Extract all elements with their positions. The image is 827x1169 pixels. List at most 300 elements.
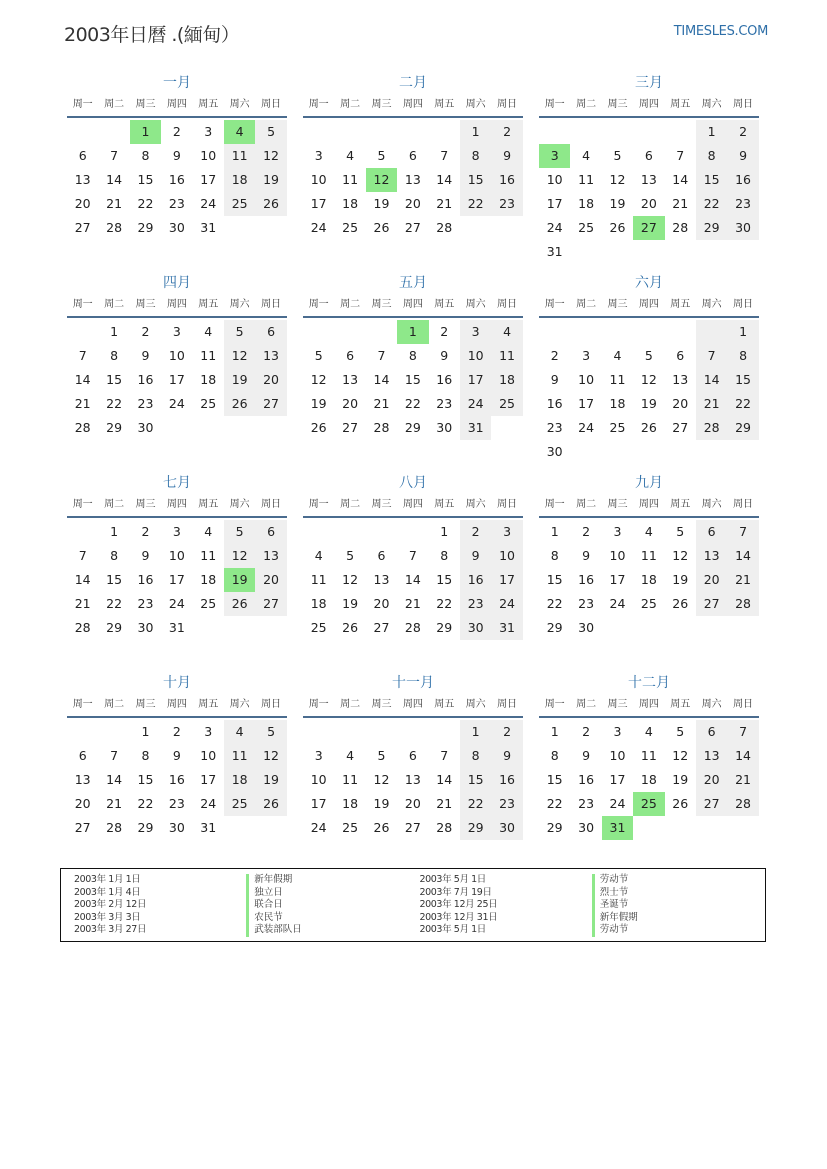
day-cell: 22: [546, 596, 563, 611]
day-cell: 9: [460, 544, 491, 568]
holiday-day-cell: 19: [224, 568, 255, 592]
day-cell: 15: [696, 168, 727, 192]
day-cell: 8: [460, 144, 491, 168]
day-cell: 2: [491, 120, 522, 144]
day-cell: 30: [168, 220, 185, 235]
day-cell: 22: [546, 796, 563, 811]
day-cell: 6: [696, 520, 727, 544]
blank-cell: [98, 720, 129, 744]
day-cell: 28: [404, 620, 421, 635]
weekday-label: 周五: [198, 299, 219, 310]
day-cell: 22: [106, 596, 123, 611]
day-cell: 12: [255, 744, 286, 768]
blank-cell: [334, 520, 365, 544]
day-cell: 30: [491, 816, 522, 840]
weekday-label: 周三: [371, 699, 392, 710]
weekday-label: 周四: [166, 499, 187, 510]
day-cell: 1: [550, 524, 559, 539]
day-cell: 29: [404, 420, 421, 435]
day-cell: 20: [255, 368, 286, 392]
legend-holiday-name: 烈士节: [592, 887, 765, 900]
blank-cell: [334, 320, 365, 344]
blank-cell: [303, 320, 334, 344]
month-title: 八月: [399, 475, 427, 491]
legend-holiday-name: 劳动节: [592, 874, 765, 887]
day-cell: 26: [609, 220, 626, 235]
day-cell: 25: [491, 392, 522, 416]
weekday-label: 周四: [402, 499, 423, 510]
weekday-label: 周三: [135, 499, 156, 510]
blank-cell: [539, 120, 570, 144]
day-cell: 29: [546, 820, 563, 835]
day-cell: 27: [672, 420, 689, 435]
weekday-label: 周日: [261, 699, 282, 710]
month-title: 六月: [635, 275, 663, 291]
day-cell: 3: [613, 524, 622, 539]
day-cell: 28: [106, 220, 123, 235]
day-cell: 10: [578, 372, 595, 387]
day-cell: 24: [609, 796, 626, 811]
day-cell: 16: [491, 768, 522, 792]
day-cell: 9: [172, 148, 181, 163]
day-cell: 13: [404, 772, 421, 787]
weekday-label: 周四: [166, 299, 187, 310]
weekday-label: 周六: [701, 499, 722, 510]
day-cell: 5: [644, 348, 653, 363]
blank-cell: [366, 320, 397, 344]
day-cell: 17: [609, 772, 626, 787]
weekday-label: 周一: [308, 699, 329, 710]
day-cell: 18: [640, 772, 657, 787]
day-cell: 16: [168, 172, 185, 187]
day-cell: 23: [491, 792, 522, 816]
legend-date: 2003年 3月 3日: [74, 911, 141, 923]
day-cell: 7: [408, 548, 417, 563]
day-cell: 26: [224, 592, 255, 616]
blank-cell: [397, 120, 428, 144]
day-cell: 7: [78, 348, 87, 363]
day-cell: 2: [460, 520, 491, 544]
day-cell: 29: [460, 816, 491, 840]
day-cell: 15: [460, 768, 491, 792]
day-cell: 3: [582, 348, 591, 363]
blank-cell: [539, 320, 570, 344]
weekday-label: 周二: [104, 699, 125, 710]
day-cell: 2: [141, 524, 150, 539]
weekday-label: 周三: [135, 299, 156, 310]
blank-cell: [570, 320, 601, 344]
month-title: 五月: [399, 275, 427, 291]
weekday-label: 周三: [371, 299, 392, 310]
day-cell: 27: [373, 620, 390, 635]
month-title: 四月: [163, 275, 191, 291]
day-cell: 1: [460, 120, 491, 144]
days-grid: [539, 720, 759, 840]
day-cell: 27: [74, 220, 91, 235]
day-cell: 31: [546, 244, 563, 259]
blank-cell: [602, 320, 633, 344]
blank-cell: [366, 120, 397, 144]
day-cell: 16: [578, 572, 595, 587]
day-cell: 28: [672, 220, 689, 235]
day-cell: 21: [436, 196, 453, 211]
holiday-day-cell: 12: [366, 168, 397, 192]
day-cell: 12: [310, 372, 327, 387]
day-cell: 5: [676, 524, 685, 539]
day-cell: 7: [440, 148, 449, 163]
day-cell: 26: [373, 220, 390, 235]
day-cell: 27: [404, 820, 421, 835]
day-cell: 14: [74, 572, 91, 587]
day-cell: 13: [373, 572, 390, 587]
day-cell: 3: [314, 748, 323, 763]
day-cell: 3: [172, 524, 181, 539]
day-cell: 2: [582, 724, 591, 739]
day-cell: 17: [609, 572, 626, 587]
weekday-label: 周二: [104, 99, 125, 110]
day-cell: 14: [404, 572, 421, 587]
day-cell: 7: [110, 748, 119, 763]
day-cell: 6: [408, 748, 417, 763]
day-cell: 23: [168, 196, 185, 211]
day-cell: 8: [460, 744, 491, 768]
day-cell: 2: [141, 324, 150, 339]
day-cell: 6: [676, 348, 685, 363]
day-cell: 2: [172, 724, 181, 739]
day-cell: 9: [491, 144, 522, 168]
day-cell: 21: [106, 796, 123, 811]
weekday-label: 周五: [434, 99, 455, 110]
day-cell: 17: [200, 772, 217, 787]
day-cell: 17: [460, 368, 491, 392]
day-cell: 23: [727, 192, 758, 216]
day-cell: 10: [460, 344, 491, 368]
day-cell: 28: [106, 820, 123, 835]
day-cell: 17: [168, 372, 185, 387]
day-cell: 7: [110, 148, 119, 163]
weekday-label: 周五: [670, 699, 691, 710]
blank-cell: [67, 320, 98, 344]
weekday-label: 周三: [607, 499, 628, 510]
day-cell: 13: [696, 544, 727, 568]
day-cell: 1: [110, 524, 119, 539]
day-cell: 16: [436, 372, 453, 387]
month-calendar: [303, 272, 523, 472]
days-grid: [539, 120, 759, 264]
day-cell: 27: [342, 420, 359, 435]
day-cell: 25: [578, 220, 595, 235]
day-cell: 17: [168, 572, 185, 587]
day-cell: 12: [640, 372, 657, 387]
day-cell: 19: [224, 368, 255, 392]
legend-date: 2003年 1月 4日: [74, 886, 141, 898]
legend-date: 2003年 7月 19日: [419, 886, 492, 898]
day-cell: 23: [578, 596, 595, 611]
day-cell: 26: [672, 796, 689, 811]
legend-date: 2003年 5月 1日: [419, 924, 486, 935]
day-cell: 2: [440, 324, 449, 339]
legend-holiday-name: 独立日: [246, 887, 419, 900]
day-cell: 24: [200, 796, 217, 811]
day-cell: 1: [696, 120, 727, 144]
day-cell: 13: [342, 372, 359, 387]
day-cell: 15: [546, 772, 563, 787]
weekday-label: 周六: [229, 299, 250, 310]
weekday-label: 周日: [497, 699, 518, 710]
day-cell: 26: [255, 792, 286, 816]
weekday-label: 周日: [261, 99, 282, 110]
day-cell: 28: [696, 416, 727, 440]
day-cell: 17: [491, 568, 522, 592]
day-cell: 26: [342, 620, 359, 635]
weekday-label: 周三: [371, 499, 392, 510]
weekday-label: 周一: [308, 299, 329, 310]
day-cell: 1: [550, 724, 559, 739]
blank-cell: [696, 320, 727, 344]
day-cell: 22: [460, 192, 491, 216]
day-cell: 27: [74, 820, 91, 835]
month-calendar: [67, 472, 287, 672]
day-cell: 25: [640, 596, 657, 611]
day-cell: 8: [440, 548, 449, 563]
month-calendar: [539, 472, 759, 672]
day-cell: 14: [106, 772, 123, 787]
weekday-label: 周六: [229, 99, 250, 110]
legend-holiday-name: 联合日: [246, 899, 419, 912]
weekday-label: 周一: [308, 99, 329, 110]
blank-cell: [397, 720, 428, 744]
day-cell: 4: [644, 724, 653, 739]
page-title: 2003年日曆 .(緬甸）: [64, 24, 240, 46]
day-cell: 19: [373, 196, 390, 211]
day-cell: 6: [255, 520, 286, 544]
day-cell: 7: [78, 548, 87, 563]
day-cell: 5: [346, 548, 355, 563]
day-cell: 18: [342, 796, 359, 811]
day-cell: 22: [137, 196, 154, 211]
day-cell: 23: [137, 596, 154, 611]
blank-cell: [67, 720, 98, 744]
site-name[interactable]: TIMESLES.COM: [673, 24, 768, 39]
day-cell: 1: [141, 724, 150, 739]
weekday-label: 周二: [576, 299, 597, 310]
day-cell: 21: [696, 392, 727, 416]
day-cell: 20: [342, 396, 359, 411]
day-cell: 14: [106, 172, 123, 187]
day-cell: 24: [168, 596, 185, 611]
days-grid: [539, 320, 759, 464]
legend-holiday-name: 新年假期: [592, 912, 765, 925]
day-cell: 27: [255, 592, 286, 616]
day-cell: 11: [310, 572, 327, 587]
day-cell: 7: [377, 348, 386, 363]
weekday-header: [539, 94, 759, 118]
legend-holiday-name: 圣诞节: [592, 899, 765, 912]
weekday-label: 周六: [701, 699, 722, 710]
day-cell: 14: [672, 172, 689, 187]
weekday-header: [67, 94, 287, 118]
day-cell: 9: [550, 372, 559, 387]
day-cell: 11: [578, 172, 595, 187]
blank-cell: [98, 120, 129, 144]
day-cell: 6: [644, 148, 653, 163]
day-cell: 24: [546, 220, 563, 235]
day-cell: 11: [200, 348, 217, 363]
day-cell: 10: [609, 548, 626, 563]
day-cell: 4: [314, 548, 323, 563]
day-cell: 13: [404, 172, 421, 187]
blank-cell: [570, 120, 601, 144]
day-cell: 2: [582, 524, 591, 539]
day-cell: 24: [310, 220, 327, 235]
month-calendar: [303, 72, 523, 272]
day-cell: 2: [550, 348, 559, 363]
weekday-label: 周五: [434, 299, 455, 310]
day-cell: 28: [727, 592, 758, 616]
day-cell: 9: [440, 348, 449, 363]
day-cell: 8: [110, 548, 119, 563]
day-cell: 5: [377, 748, 386, 763]
holiday-day-cell: 31: [602, 816, 633, 840]
day-cell: 9: [141, 548, 150, 563]
day-cell: 27: [696, 792, 727, 816]
day-cell: 30: [460, 616, 491, 640]
blank-cell: [303, 720, 334, 744]
day-cell: 12: [609, 172, 626, 187]
weekday-label: 周五: [670, 299, 691, 310]
day-cell: 16: [578, 772, 595, 787]
day-cell: 26: [224, 392, 255, 416]
day-cell: 22: [436, 596, 453, 611]
month-calendar: [539, 672, 759, 852]
day-cell: 21: [74, 396, 91, 411]
holiday-day-cell: 25: [633, 792, 664, 816]
day-cell: 21: [436, 796, 453, 811]
day-cell: 3: [460, 320, 491, 344]
day-cell: 8: [141, 748, 150, 763]
weekday-label: 周二: [340, 499, 361, 510]
weekday-label: 周四: [402, 699, 423, 710]
day-cell: 23: [168, 796, 185, 811]
weekday-label: 周二: [104, 499, 125, 510]
day-cell: 4: [613, 348, 622, 363]
blank-cell: [334, 720, 365, 744]
weekday-label: 周五: [434, 699, 455, 710]
weekday-label: 周二: [340, 699, 361, 710]
day-cell: 11: [640, 748, 657, 763]
day-cell: 31: [460, 416, 491, 440]
day-cell: 6: [377, 548, 386, 563]
day-cell: 18: [200, 572, 217, 587]
blank-cell: [633, 320, 664, 344]
day-cell: 26: [255, 192, 286, 216]
days-grid: [67, 720, 287, 840]
month-title: 十月: [163, 675, 191, 691]
day-cell: 11: [200, 548, 217, 563]
weekday-label: 周三: [135, 699, 156, 710]
day-cell: 9: [582, 548, 591, 563]
day-cell: 19: [609, 196, 626, 211]
month-calendar: [539, 272, 759, 472]
weekday-label: 周四: [166, 99, 187, 110]
month-calendar: [67, 272, 287, 472]
day-cell: 19: [342, 596, 359, 611]
day-cell: 13: [74, 172, 91, 187]
day-cell: 15: [546, 572, 563, 587]
day-cell: 10: [310, 772, 327, 787]
day-cell: 10: [310, 172, 327, 187]
day-cell: 12: [255, 144, 286, 168]
weekday-header: [303, 94, 523, 118]
weekday-label: 周日: [733, 699, 754, 710]
blank-cell: [429, 120, 460, 144]
day-cell: 3: [204, 124, 213, 139]
legend-date: 2003年 5月 1日: [419, 874, 486, 885]
weekday-label: 周一: [544, 99, 565, 110]
day-cell: 18: [342, 196, 359, 211]
day-cell: 15: [106, 372, 123, 387]
day-cell: 17: [200, 172, 217, 187]
weekday-label: 周一: [544, 499, 565, 510]
weekday-label: 周五: [198, 699, 219, 710]
weekday-header: [67, 294, 287, 318]
day-cell: 6: [408, 148, 417, 163]
weekday-label: 周二: [576, 99, 597, 110]
day-cell: 21: [672, 196, 689, 211]
day-cell: 14: [696, 368, 727, 392]
weekday-label: 周日: [733, 499, 754, 510]
day-cell: 20: [255, 568, 286, 592]
day-cell: 19: [640, 396, 657, 411]
day-cell: 18: [200, 372, 217, 387]
day-cell: 16: [460, 568, 491, 592]
day-cell: 21: [727, 568, 758, 592]
day-cell: 1: [110, 324, 119, 339]
day-cell: 17: [310, 196, 327, 211]
day-cell: 23: [491, 192, 522, 216]
calendar-grid: [67, 72, 760, 852]
day-cell: 22: [106, 396, 123, 411]
day-cell: 4: [582, 148, 591, 163]
day-cell: 26: [310, 420, 327, 435]
day-cell: 10: [200, 148, 217, 163]
weekday-header: [539, 494, 759, 518]
day-cell: 1: [460, 720, 491, 744]
day-cell: 23: [137, 396, 154, 411]
day-cell: 2: [727, 120, 758, 144]
day-cell: 28: [74, 620, 91, 635]
weekday-label: 周一: [72, 499, 93, 510]
weekday-label: 周六: [465, 99, 486, 110]
day-cell: 10: [168, 348, 185, 363]
day-cell: 16: [137, 572, 154, 587]
weekday-label: 周四: [402, 99, 423, 110]
day-cell: 13: [74, 772, 91, 787]
legend-holiday-name: 劳动节: [592, 924, 765, 937]
day-cell: 26: [672, 596, 689, 611]
day-cell: 20: [373, 596, 390, 611]
day-cell: 19: [255, 168, 286, 192]
day-cell: 11: [342, 172, 359, 187]
weekday-header: [303, 494, 523, 518]
day-cell: 13: [696, 744, 727, 768]
day-cell: 5: [255, 720, 286, 744]
day-cell: 13: [255, 544, 286, 568]
day-cell: 22: [696, 192, 727, 216]
weekday-label: 周二: [576, 499, 597, 510]
weekday-label: 周二: [340, 299, 361, 310]
day-cell: 23: [460, 592, 491, 616]
